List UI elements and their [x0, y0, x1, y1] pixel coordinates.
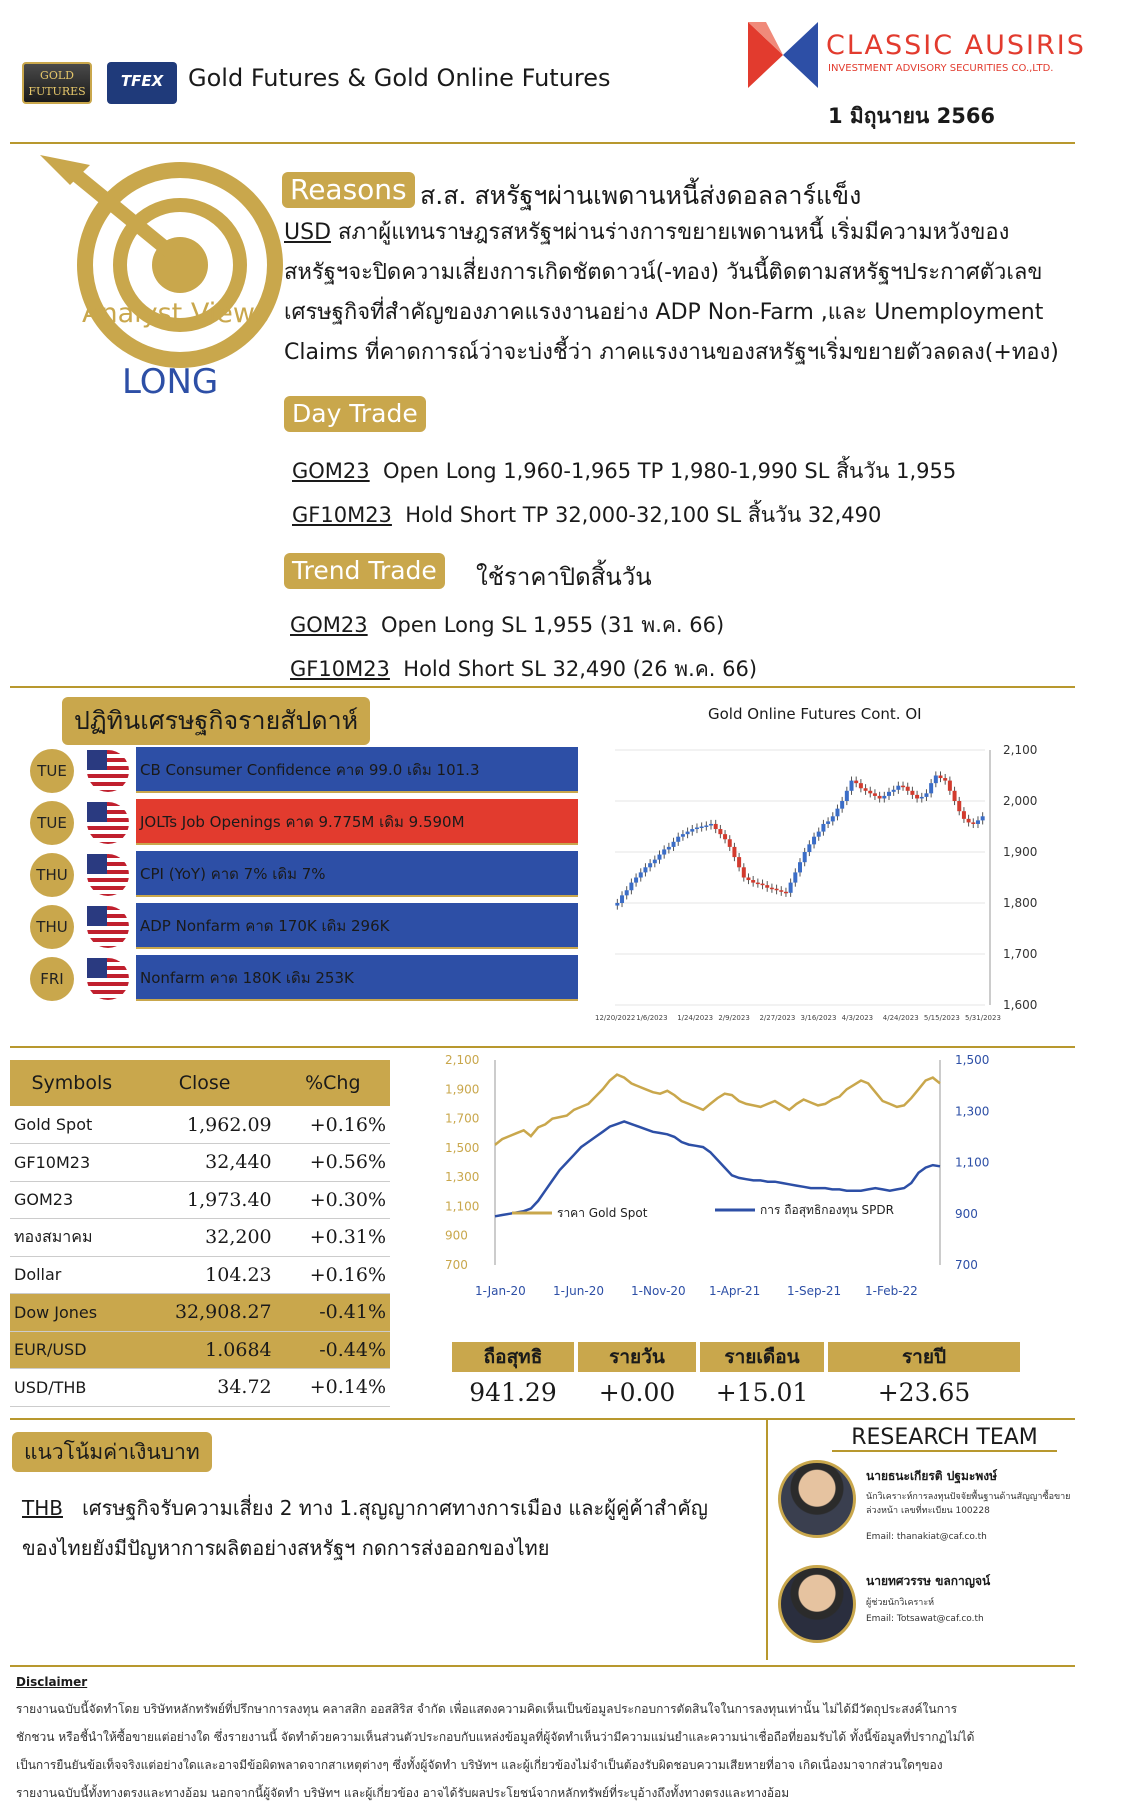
- candle: [817, 832, 821, 837]
- cell-close: 1.0684: [134, 1331, 276, 1369]
- candle: [854, 781, 858, 784]
- candle: [971, 822, 975, 824]
- symbol: GF10M23: [290, 657, 390, 681]
- thb-line-2: ของไทยยังมีปัญหาการผลิตอย่างสหรัฐฯ กดการส่งออกของไทย: [22, 1536, 550, 1560]
- candle: [775, 889, 779, 891]
- candle: [840, 801, 844, 809]
- candle: [812, 837, 816, 845]
- table-row: [10, 1331, 390, 1369]
- day-badge: THU: [30, 905, 74, 949]
- spdr-value: 941.29: [469, 1378, 557, 1407]
- cell-chg: +0.56%: [276, 1144, 390, 1182]
- candle: [704, 825, 708, 827]
- trend-trade-row-2: [290, 653, 757, 686]
- disclaimer-line: ชักชวน หรือชี้นำให้ซื้อขายแต่อย่างใด ซึ่งรายงานนี้ จัดทำด้วยความเห็นส่วนตัวประกอบกับแหล่งข้อมูลที่ผู้จัดทำเห็นว่ามีความแม่นยำและความน่าเชื่อถือที่ยอมรับได้ ทั้งนี้ข้อมูลที่ปรากฏไม่ได้: [16, 1730, 975, 1744]
- candle: [910, 791, 914, 795]
- candle: [667, 847, 671, 850]
- candle: [981, 816, 985, 820]
- candle: [625, 890, 629, 895]
- calendar-event: [30, 903, 580, 949]
- candle: [779, 890, 783, 892]
- table-row: [10, 1256, 390, 1294]
- col-header: Symbols: [10, 1060, 134, 1106]
- legend-label: ราคา Gold Spot: [557, 1206, 648, 1220]
- candle: [826, 821, 830, 824]
- day-trade-tag: Day Trade: [284, 396, 426, 432]
- tfex-logo: TFEX: [107, 62, 177, 104]
- candle: [878, 796, 882, 799]
- cell-symbol: ทองสมาคม: [10, 1219, 134, 1257]
- x-tick-label: 1/6/2023: [636, 1014, 668, 1022]
- candle: [976, 820, 980, 824]
- x-tick-label: 1-Feb-22: [865, 1284, 918, 1298]
- us-flag-icon: [87, 906, 129, 948]
- candle: [784, 892, 788, 894]
- calendar-event: [30, 747, 580, 793]
- candle: [765, 885, 769, 888]
- y-left-tick-label: 900: [445, 1228, 468, 1243]
- calendar-title: ปฏิทินเศรษฐกิจรายสัปดาห์: [62, 697, 370, 745]
- candle: [887, 792, 891, 796]
- y-left-tick-label: 1,500: [445, 1140, 480, 1155]
- y-right-tick-label: 1,300: [955, 1104, 990, 1119]
- candle: [653, 860, 657, 864]
- y-tick-label: 2,100: [1003, 743, 1038, 757]
- cell-chg: +0.14%: [276, 1369, 390, 1407]
- candle: [756, 883, 760, 885]
- event-text: JOLTs Job Openings คาด 9.775M เดิม 9.590M: [136, 799, 578, 845]
- cell-chg: +0.30%: [276, 1181, 390, 1219]
- member-1-name: นายธนะเกียรติ ปฐมะพงษ์: [866, 1469, 998, 1483]
- us-flag-icon: [87, 854, 129, 896]
- candle: [850, 781, 854, 791]
- oi-chart-title: Gold Online Futures Cont. OI: [708, 705, 922, 723]
- reasons-line-3: เศรษฐกิจที่สำคัญของภาคแรงงานอย่าง ADP Non-Farm ,และ Unemployment: [284, 300, 1044, 325]
- candle: [929, 783, 933, 793]
- spdr-header: รายเดือน: [700, 1342, 824, 1372]
- candle: [746, 878, 750, 881]
- symbol: GF10M23: [292, 503, 392, 527]
- candle: [700, 827, 704, 829]
- y-left-tick-label: 1,100: [445, 1199, 480, 1214]
- candle: [629, 883, 633, 891]
- event-text: CB Consumer Confidence คาด 99.0 เดิม 101.3: [136, 747, 578, 793]
- event-text: ADP Nonfarm คาด 170K เดิม 296K: [136, 903, 578, 949]
- cell-symbol: GF10M23: [10, 1144, 134, 1182]
- day-badge: TUE: [30, 801, 74, 845]
- candle: [845, 791, 849, 801]
- table-row: [10, 1181, 390, 1219]
- disclaimer-title: Disclaimer: [16, 1675, 88, 1689]
- us-flag-icon: [87, 802, 129, 844]
- candle: [615, 903, 619, 906]
- disclaimer-line: เป็นการยืนยันข้อเท็จจริงแต่อย่างใดและอาจมีข้อผิดพลาดจากสาเหตุต่างๆ ซึ่งทั้งผู้จัดทำ บริษัทฯ และผู้เกี่ยวข้องไม่จำเป็นต้องรับผิดชอบความเสียหายที่อาจ เกิดเนื่องมาจากส่วนใดๆของ: [16, 1758, 943, 1772]
- candle: [662, 849, 666, 854]
- us-flag-icon: [87, 958, 129, 1000]
- candle: [953, 791, 957, 801]
- y-left-tick-label: 1,700: [445, 1111, 480, 1126]
- cell-close: 1,973.40: [134, 1181, 276, 1219]
- candle: [709, 824, 713, 826]
- col-header: %Chg: [276, 1060, 390, 1106]
- member-2-role: ผู้ช่วยนักวิเคราะห์: [866, 1598, 935, 1608]
- candle: [793, 872, 797, 882]
- day-badge: FRI: [30, 957, 74, 1001]
- analyst-avatar: [778, 1460, 856, 1538]
- candle: [789, 883, 793, 893]
- candle: [864, 788, 868, 791]
- reasons-tag: Reasons: [282, 172, 415, 208]
- x-tick-label: 1/24/2023: [677, 1014, 714, 1022]
- x-tick-label: 5/15/2023: [923, 1014, 960, 1022]
- cell-chg: -0.44%: [276, 1331, 390, 1369]
- cell-chg: +0.16%: [276, 1256, 390, 1294]
- reasons-line-1: [284, 213, 1009, 253]
- candle: [882, 796, 886, 799]
- candle: [714, 824, 718, 829]
- x-tick-label: 3/16/2023: [800, 1014, 837, 1022]
- candle: [859, 783, 863, 788]
- member-2-email: Email: Totsawat@caf.co.th: [866, 1614, 984, 1624]
- trend-trade-row-1: [290, 609, 724, 642]
- candle: [939, 776, 943, 779]
- candle: [835, 809, 839, 817]
- cell-close: 32,440: [134, 1144, 276, 1182]
- event-text: Nonfarm คาด 180K เดิม 253K: [136, 955, 578, 1001]
- y-right-tick-label: 700: [955, 1258, 978, 1272]
- col-header: Close: [134, 1060, 276, 1106]
- spdr-header: รายวัน: [578, 1342, 696, 1372]
- spdr-header: รายปี: [828, 1342, 1020, 1372]
- y-tick-label: 1,600: [1003, 998, 1038, 1012]
- brand-name: CLASSIC AUSIRIS: [826, 30, 1086, 61]
- table-row: [10, 1144, 390, 1182]
- cell-chg: +0.31%: [276, 1219, 390, 1257]
- cell-symbol: Gold Spot: [10, 1106, 134, 1144]
- candle: [676, 837, 680, 842]
- cell-close: 32,200: [134, 1219, 276, 1257]
- series-line: [495, 1075, 940, 1145]
- spdr-value: +23.65: [877, 1378, 971, 1407]
- candle: [751, 880, 755, 883]
- day-badge: TUE: [30, 749, 74, 793]
- candle: [648, 863, 652, 867]
- table-row: [10, 1369, 390, 1407]
- candle: [831, 816, 835, 821]
- candle: [957, 801, 961, 811]
- calendar-event: [30, 955, 580, 1001]
- divider: [10, 1418, 1075, 1420]
- symbol: GOM23: [292, 459, 370, 483]
- stance-label: LONG: [122, 362, 219, 402]
- x-tick-label: 1-Sep-21: [787, 1284, 842, 1298]
- table-row: [10, 1294, 390, 1332]
- reasons-line-2: สหรัฐฯจะปิดความเสี่ยงการเกิดชัตดาวน์(-ทอง) วันนี้ติดตามสหรัฐฯประกาศตัวเลข: [284, 260, 1043, 285]
- x-tick-label: 5/31/2023: [965, 1014, 1001, 1022]
- candle: [896, 786, 900, 790]
- y-tick-label: 1,800: [1003, 896, 1038, 910]
- vertical-divider: [766, 1420, 768, 1660]
- x-tick-label: 4/24/2023: [882, 1014, 919, 1022]
- cell-symbol: USD/THB: [10, 1369, 134, 1407]
- candle: [737, 857, 741, 867]
- candle: [915, 795, 919, 799]
- x-tick-label: 2/9/2023: [718, 1014, 750, 1022]
- target-arrow-icon: [30, 155, 270, 295]
- candle: [821, 824, 825, 832]
- candle: [967, 819, 971, 823]
- candle: [770, 888, 774, 890]
- analyst-avatar: [778, 1565, 856, 1643]
- candle: [943, 778, 947, 781]
- candle: [761, 884, 765, 886]
- trend-trade-tag: Trend Trade: [284, 553, 445, 589]
- member-1-role: นักวิเคราะห์การลงทุนปัจจัยพื้นฐานด้านสัญญาซื้อขายล่วงหน้า เลขที่ทะเบียน 100228: [866, 1492, 1071, 1516]
- x-tick-label: 1-Jan-20: [475, 1284, 526, 1298]
- trade-text: Open Long 1,960-1,965 TP 1,980-1,990 SL สิ้นวัน 1,955: [383, 459, 957, 483]
- trade-text: Open Long SL 1,955 (31 พ.ค. 66): [381, 613, 725, 637]
- disclaimer-line: รายงานฉบับนี้จัดทำโดย บริษัทหลักทรัพย์ที่ปรึกษาการลงทุน คลาสสิก ออสสิริส จำกัด เพื่อแสดงความคิดเห็นเป็นข้อมูลประกอบการตัดสินใจในการลงทุนเท่านั้น ไม่ได้มีวัตถุประสงค์ในการ: [16, 1702, 958, 1716]
- candle: [681, 834, 685, 837]
- reasons-headline: ส.ส. สหรัฐฯผ่านเพดานหนี้ส่งดอลลาร์แข็ง: [420, 181, 862, 210]
- table-row: [10, 1106, 390, 1144]
- member-1-email: Email: thanakiat@caf.co.th: [866, 1532, 987, 1542]
- thb-line-1: [22, 1492, 708, 1524]
- classic-ausiris-logo: [748, 22, 818, 88]
- gold-vs-spdr-chart: [440, 1055, 1030, 1320]
- candle: [803, 852, 807, 862]
- y-left-tick-label: 2,100: [445, 1053, 480, 1067]
- table-row: [10, 1219, 390, 1257]
- spdr-header: ถือสุทธิ: [452, 1342, 574, 1372]
- symbol: GOM23: [290, 613, 368, 637]
- oi-chart: [590, 735, 1038, 1025]
- candle: [695, 828, 699, 830]
- x-tick-label: 12/20/2022: [595, 1014, 636, 1022]
- cell-close: 32,908.27: [134, 1294, 276, 1332]
- divider: [10, 1665, 1075, 1667]
- cell-symbol: EUR/USD: [10, 1331, 134, 1369]
- day-trade-row-1: [292, 455, 956, 488]
- gold-futures-logo: GOLD FUTURES: [22, 62, 92, 104]
- day-badge: THU: [30, 853, 74, 897]
- y-left-tick-label: 700: [445, 1258, 468, 1272]
- y-tick-label: 1,700: [1003, 947, 1038, 961]
- candle: [728, 839, 732, 847]
- divider: [10, 142, 1075, 144]
- reasons-line-4: Claims ที่คาดการณ์ว่าจะบ่งชี้ว่า ภาคแรงงานของสหรัฐฯเริ่มขยายตัวลดลง(+ทอง): [284, 340, 1059, 365]
- y-right-tick-label: 900: [955, 1206, 978, 1221]
- cell-close: 104.23: [134, 1256, 276, 1294]
- candle: [643, 867, 647, 872]
- cell-chg: -0.41%: [276, 1294, 390, 1332]
- candle: [690, 829, 694, 832]
- us-flag-icon: [87, 750, 129, 792]
- cell-chg: +0.16%: [276, 1106, 390, 1144]
- candle: [807, 844, 811, 852]
- calendar-event: [30, 851, 580, 897]
- y-tick-label: 1,900: [1003, 845, 1038, 859]
- day-trade-row-2: [292, 499, 881, 532]
- x-tick-label: 2/27/2023: [759, 1014, 796, 1022]
- candle: [906, 787, 910, 791]
- cell-symbol: GOM23: [10, 1181, 134, 1219]
- research-team-title: RESEARCH TEAM: [832, 1425, 1057, 1452]
- analyst-views-label: Analyst Views: [82, 298, 269, 329]
- divider: [10, 1046, 1075, 1048]
- candle: [639, 872, 643, 877]
- candle: [723, 834, 727, 839]
- candle: [873, 793, 877, 796]
- candle: [742, 867, 746, 877]
- thb-text-1: เศรษฐกิจรับความเสี่ยง 2 ทาง 1.สุญญากาศทางการเมือง และผู้คู่ค้าสำคัญ: [82, 1496, 708, 1520]
- candle: [892, 790, 896, 792]
- disclaimer-line: รายงานฉบับนี้ทั้งทางตรงและทางอ้อม นอกจากนี้ผู้จัดทำ บริษัทฯ และผู้เกี่ยวข้อง อาจได้รับผลประโยชน์จากหลักทรัพย์ที่ระบุอ้างถึงทั้งทางตรงและทางอ้อม: [16, 1786, 790, 1800]
- spdr-value: +15.01: [715, 1378, 809, 1407]
- page-title: Gold Futures & Gold Online Futures: [188, 64, 611, 92]
- candle: [634, 878, 638, 883]
- candle: [798, 862, 802, 872]
- cell-symbol: Dow Jones: [10, 1294, 134, 1332]
- trade-text: Hold Short SL 32,490 (26 พ.ค. 66): [403, 657, 758, 681]
- x-tick-label: 1-Apr-21: [709, 1284, 761, 1298]
- y-left-tick-label: 1,300: [445, 1170, 480, 1185]
- candle: [920, 797, 924, 799]
- candle: [868, 791, 872, 794]
- candle: [962, 811, 966, 819]
- member-2-name: นายทศวรรษ ขลกาญจน์: [866, 1574, 991, 1588]
- y-left-tick-label: 1,900: [445, 1082, 480, 1097]
- divider: [10, 686, 1075, 688]
- candle: [686, 832, 690, 835]
- y-right-tick-label: 1,100: [955, 1155, 990, 1170]
- candle: [657, 855, 661, 860]
- event-text: CPI (YoY) คาด 7% เดิม 7%: [136, 851, 578, 897]
- report-date: 1 มิถุนายน 2566: [828, 104, 996, 128]
- brand-subtitle: INVESTMENT ADVISORY SECURITIES CO.,LTD.: [828, 63, 1054, 74]
- cell-close: 1,962.09: [134, 1106, 276, 1144]
- legend-label: การ ถือสุทธิกองทุน SPDR: [760, 1203, 894, 1217]
- candle: [934, 776, 938, 784]
- quotes-table: [10, 1060, 390, 1407]
- spdr-value: +0.00: [598, 1378, 676, 1407]
- candle: [672, 842, 676, 847]
- x-tick-label: 1-Nov-20: [631, 1284, 686, 1298]
- candle: [901, 786, 905, 788]
- trade-text: Hold Short TP 32,000-32,100 SL สิ้นวัน 32,490: [405, 503, 882, 527]
- cell-symbol: Dollar: [10, 1256, 134, 1294]
- candle: [620, 895, 624, 903]
- thb-tag: แนวโน้มค่าเงินบาท: [12, 1432, 212, 1472]
- reasons-text-1: สภาผู้แทนราษฎรสหรัฐฯผ่านร่างการขยายเพดานหนี้ เริ่มมีความหวังของ: [338, 220, 1010, 245]
- x-tick-label: 1-Jun-20: [553, 1284, 604, 1298]
- y-right-tick-label: 1,500: [955, 1053, 990, 1067]
- candle: [718, 829, 722, 834]
- candle: [948, 781, 952, 791]
- candle: [924, 793, 928, 797]
- calendar-event: [30, 799, 580, 845]
- x-tick-label: 4/3/2023: [841, 1014, 874, 1022]
- cell-close: 34.72: [134, 1369, 276, 1407]
- candle: [732, 847, 736, 857]
- thb-label: THB: [22, 1496, 63, 1520]
- usd-label: USD: [284, 220, 332, 245]
- trend-trade-note: ใช้ราคาปิดสิ้นวัน: [476, 563, 652, 591]
- y-tick-label: 2,000: [1003, 794, 1038, 808]
